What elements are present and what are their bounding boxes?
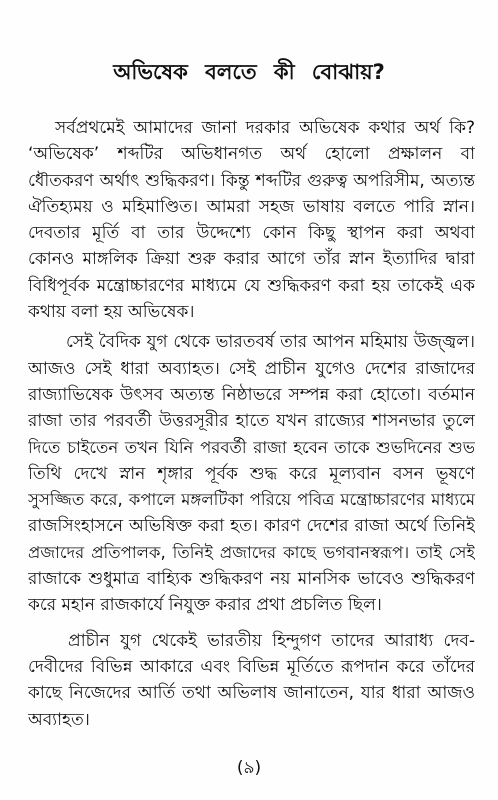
text-line: ধৌতকরণ অর্থাৎ শুদ্ধিকরণ। কিন্তু শব্দটির গুরুত্ব অপরিসীম, অত্যন্ত [28,170,475,191]
text-line: সেই বৈদিক যুগ থেকে ভারতবর্ষ তার আপন মহিমায় উজ্জ্বল। [66,332,475,353]
text-line: রাজসিংহাসনে অভিষিক্ত করা হত। কারণ দেশের রাজা অর্থে তিনিই [28,516,475,537]
text-line: ঐতিহ্যময় ও মহিমাণ্ডিত। আমরা সহজ ভাষায় বলতে পারি স্নান। [28,196,475,217]
text-line: ‘অভিষেক’ শব্দটির অভিধানগত অর্থ হোলো প্রক্ষালন বা [28,144,475,165]
text-line: দেবতার মূর্তি বা তার উদ্দেশ্যে কোন কিছু স্থাপন করা অথবা [28,223,475,244]
paragraph [28,329,475,618]
paragraph [28,628,475,733]
text-line: দিতে চাইতেন তখন যিনি পরবর্তী রাজা হবেন তাকে শুভদিনের শুভ [28,437,475,457]
text-line: অব্যাহত। [28,709,90,730]
text-line: রাজাকে শুধুমাত্র বাহ্যিক শুদ্ধিকরণ নয় মানসিক ভাবেও শুদ্ধিকরণ [28,569,475,590]
text-line: আজও সেই ধারা অব্যাহত। সেই প্রাচীন যুগেও দেশের রাজাদের [28,358,475,379]
text-line: কাছে নিজেদের আর্তি তথা অভিলাষ জানাতেন, যার ধারা আজও [28,683,475,704]
text-line: করে মহান রাজকার্যে নিযুক্ত করার প্রথা প্রচলিত ছিল। [28,595,382,616]
page-number: (৯) [236,758,262,778]
text-line: দেবীদের বিভিন্ন আকারে এবং বিভিন্ন মূর্তিতে রূপদান করে তাঁদের [28,656,475,677]
text-line: রাজা তার পরবর্তী উত্তরসূরীর হাতে যখন রাজ্যের শাসনভার তুলে [28,411,475,432]
text-line: রাজ্যাভিষেক উৎসব অত্যন্ত নিষ্ঠাভরে সম্পন্ন করা হোতো। বর্তমান [28,384,475,405]
text-line: বিধিপূর্বক মন্ত্রোচ্চারণের মাধ্যমে যে শুদ্ধিকরণ করা হয় তাকেই এক [28,275,475,296]
text-line: কোনও মাঙ্গলিক ক্রিয়া শুরু করার আগে তাঁর স্নান ইত্যাদির দ্বারা [28,249,475,270]
text-line: সুসজ্জিত করে, কপালে মঙ্গলটিকা পরিয়ে পবিত্র মন্ত্রোচ্চারণের মাধ্যমে [28,490,475,510]
text-line: প্রাচীন যুগ থেকেই ভারতীয় হিন্দুগণ তাদের আরাধ্য দেব- [68,630,475,651]
paragraph [28,115,475,325]
text-line: তিথি দেখে স্নান শৃঙ্গার পূর্বক শুদ্ধ করে মূল্যবান বসন ভূষণে [28,463,475,484]
body-text [28,115,475,733]
text-line: সর্বপ্রথমেই আমাদের জানা দরকার অভিষেক কথার অর্থ কি? [55,118,475,138]
text-line: প্রজাদের প্রতিপালক, তিনিই প্রজাদের কাছে ভগবানস্বরূপ। তাই সেই [28,542,475,562]
text-line: কথায় বলা হয় অভিষেক। [28,302,195,323]
chapter-title: অভিষেক বলতে কী বোঝায়? [113,60,385,84]
